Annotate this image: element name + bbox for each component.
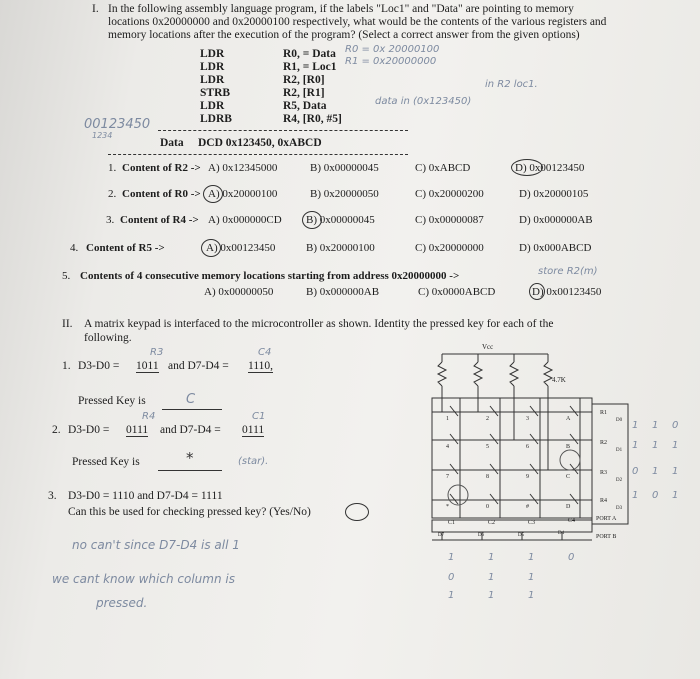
note-side-sub: 1234 [92, 131, 113, 140]
option-b[interactable]: B) 0x20000100 [306, 242, 375, 254]
note-r2: in R2 loc1. [485, 79, 538, 90]
code-op: LDR [200, 74, 225, 86]
key-7[interactable]: 7 [446, 474, 449, 480]
selected-answer-circle [511, 159, 543, 176]
col-bit: D5 [518, 533, 525, 538]
key-star[interactable]: * [446, 504, 449, 510]
bottom-bit: 1 [528, 552, 535, 563]
answer-line [158, 470, 222, 471]
margin-bit: 1 [652, 440, 659, 451]
bottom-bit: 1 [488, 572, 495, 583]
bottom-bit: 1 [528, 590, 535, 601]
note-s2-row: R4 [142, 411, 156, 422]
item-number: 2. [108, 188, 117, 200]
s2-text-a: D3-D0 = [68, 424, 110, 436]
key-b[interactable]: B [566, 444, 571, 450]
col-label: C1 [448, 520, 456, 526]
item5-text: Contents of 4 consecutive memory locations starting from address 0x20000000 -> [80, 270, 460, 282]
hw-line1: no can't since D7-D4 is all 1 [72, 538, 240, 552]
row-label: R2 [600, 440, 608, 446]
margin-bit: 1 [652, 420, 659, 431]
s1-number: 1. [62, 360, 71, 372]
option-d[interactable]: D) 0x000000AB [519, 214, 593, 226]
margin-bit: 1 [632, 440, 639, 451]
option-d[interactable]: D) 0x000ABCD [519, 242, 592, 254]
key-5[interactable]: 5 [486, 444, 489, 450]
item-label: Content of R0 -> [122, 188, 201, 200]
code-arg: R0, = Data [283, 48, 336, 60]
margin-bit: 0 [652, 490, 659, 501]
code-op: LDR [200, 61, 225, 73]
keypad-circuit [420, 340, 700, 600]
hw-line2: we cant know which column is [52, 572, 235, 586]
item-label: Content of R5 -> [86, 242, 165, 254]
note-side-num: 00123450 [84, 117, 151, 132]
row-bit: D1 [616, 448, 623, 453]
note-r1: R1 = 0x20000000 [345, 56, 437, 67]
option-c[interactable]: C) 0x00000087 [415, 214, 484, 226]
note-item5: store R2(m) [538, 266, 598, 277]
option-b[interactable]: B) 0x20000050 [310, 188, 379, 200]
col-label: C3 [528, 520, 536, 526]
selected-answer-circle [201, 239, 221, 257]
s2-pressed-label: Pressed Key is [72, 456, 140, 468]
key-3[interactable]: 3 [526, 416, 529, 422]
s2-val-a: 0111 [126, 424, 149, 436]
resistor-label: 4.7K [552, 376, 566, 384]
option-b[interactable]: B) 0x00000045 [310, 162, 379, 174]
margin-bit: 1 [632, 420, 639, 431]
margin-bit: 1 [652, 466, 659, 477]
s2-text-b: and D7-D4 = [160, 424, 221, 436]
bottom-bit: 1 [448, 590, 455, 601]
row-bit: D0 [616, 418, 623, 423]
option-a-selected[interactable]: A) 0x20000100 [208, 188, 278, 200]
s3-text: D3-D0 = 1110 and D7-D4 = 1111 [68, 490, 223, 502]
row-bit: D2 [616, 478, 623, 483]
q1-line1: In the following assembly language program, if the labels "Loc1" and "Data" are pointing to memory [108, 3, 574, 15]
key-c[interactable]: C [566, 474, 571, 480]
bottom-bit: 1 [488, 552, 495, 563]
port-b-label: PORT B [596, 534, 617, 540]
item-label: Content of R4 -> [120, 214, 199, 226]
code-op: STRB [200, 87, 231, 99]
option-a-selected[interactable]: A) 0x00123450 [206, 242, 276, 254]
margin-bit: 0 [672, 420, 679, 431]
key-1[interactable]: 1 [446, 416, 449, 422]
s1-text-b: and D7-D4 = [168, 360, 229, 372]
key-2[interactable]: 2 [486, 416, 489, 422]
col-label: C4 [568, 518, 576, 524]
key-d[interactable]: D [566, 504, 571, 510]
row-label: R3 [600, 470, 608, 476]
option-c[interactable]: C) 0xABCD [415, 162, 471, 174]
key-6[interactable]: 6 [526, 444, 529, 450]
key-a[interactable]: A [566, 416, 571, 422]
item5-number: 5. [62, 270, 71, 282]
key-8[interactable]: 8 [486, 474, 489, 480]
q2-number: II. [62, 318, 73, 330]
s1-answer[interactable]: C [186, 392, 196, 407]
key-9[interactable]: 9 [526, 474, 529, 480]
s1-text-a: D3-D0 = [78, 360, 120, 372]
code-arg: R5, Data [283, 100, 327, 112]
s1-val-b: 1110, [248, 360, 274, 372]
row-bit: D3 [616, 506, 623, 511]
option-d-selected[interactable]: D) 0x00123450 [532, 286, 602, 298]
col-bit: D6 [478, 533, 485, 538]
selected-answer-circle [345, 503, 369, 521]
key-0[interactable]: 0 [486, 504, 489, 510]
s2-val-b: 0111 [242, 424, 265, 436]
divider [108, 154, 408, 155]
answer-line [162, 409, 222, 410]
bottom-bit: 1 [528, 572, 535, 583]
s1-pressed-label: Pressed Key is [78, 395, 146, 407]
s2-answer[interactable]: * [186, 449, 194, 467]
option-c[interactable]: C) 0x0000ABCD [418, 286, 496, 298]
col-bit: D4 [558, 531, 565, 536]
code-op: LDR [200, 100, 225, 112]
key-4[interactable]: 4 [446, 444, 449, 450]
selected-answer-circle [203, 185, 223, 203]
margin-bit: 1 [672, 466, 679, 477]
key-hash[interactable]: # [526, 504, 529, 510]
code-arg: R4, [R0, #5] [283, 113, 342, 125]
option-c[interactable]: C) 0x20000000 [415, 242, 484, 254]
note-s1-col: C4 [258, 347, 272, 358]
col-label: C2 [488, 520, 496, 526]
vcc-label: Vcc [482, 343, 494, 351]
bottom-bit: 0 [448, 572, 455, 583]
s2-number: 2. [52, 424, 61, 436]
col-bit: D7 [438, 533, 445, 538]
data-directive: DCD 0x123450, 0xABCD [198, 137, 322, 149]
note-r0: R0 = 0x 20000100 [345, 44, 440, 55]
option-d[interactable]: D) 0x20000105 [519, 188, 589, 200]
option-c[interactable]: C) 0x20000200 [415, 188, 484, 200]
hw-line3: pressed. [96, 596, 148, 610]
option-a[interactable]: A) 0x00000050 [204, 286, 274, 298]
q1-number: I. [92, 3, 99, 15]
selected-answer-circle [529, 283, 545, 300]
s3-number: 3. [48, 490, 57, 502]
margin-bit: 1 [672, 440, 679, 451]
q1-line2: locations 0x20000000 and 0x20000100 respectively, what would be the contents of the various registers and [108, 16, 607, 28]
option-d-selected[interactable]: D) 0x00123450 [515, 162, 585, 174]
margin-bit: 1 [632, 490, 639, 501]
item-number: 1. [108, 162, 117, 174]
bottom-bit: 1 [488, 590, 495, 601]
code-op: LDR [200, 48, 225, 60]
option-b[interactable]: B) 0x000000AB [306, 286, 380, 298]
selected-answer-circle [302, 211, 322, 229]
option-a[interactable]: A) 0x000000CD [208, 214, 282, 226]
item-number: 3. [106, 214, 115, 226]
divider [158, 130, 408, 131]
s1-val-a: 1011 [136, 360, 159, 372]
option-a[interactable]: A) 0x12345000 [208, 162, 278, 174]
bottom-bit: 1 [448, 552, 455, 563]
q2-line1: A matrix keypad is interfaced to the microcontroller as shown. Identity the pressed key for each of the [84, 318, 554, 330]
note-s1-row: R3 [150, 347, 164, 358]
item-label: Content of R2 -> [122, 162, 201, 174]
code-op: LDRB [200, 113, 232, 125]
note-data: data in (0x123450) [375, 96, 472, 107]
row-label: R1 [600, 410, 608, 416]
port-a-label: PORT A [596, 516, 617, 522]
s2-note: (star). [238, 456, 269, 467]
bottom-bit: 0 [568, 552, 575, 563]
code-arg: R2, [R0] [283, 74, 325, 86]
margin-bit: 0 [632, 466, 639, 477]
s3-question: Can this be used for checking pressed key? (Yes/No) [68, 506, 311, 518]
q2-line2: following. [84, 332, 132, 344]
code-arg: R2, [R1] [283, 87, 325, 99]
option-b-selected[interactable]: B) 0x00000045 [306, 214, 375, 226]
item-number: 4. [70, 242, 79, 254]
data-label: Data [160, 137, 184, 149]
code-arg: R1, = Loc1 [283, 61, 337, 73]
margin-bit: 1 [672, 490, 679, 501]
note-s2-col: C1 [252, 411, 266, 422]
q1-line3: memory locations after the execution of the program? (Select a correct answer from the given options) [108, 29, 580, 41]
row-label: R4 [600, 498, 608, 504]
